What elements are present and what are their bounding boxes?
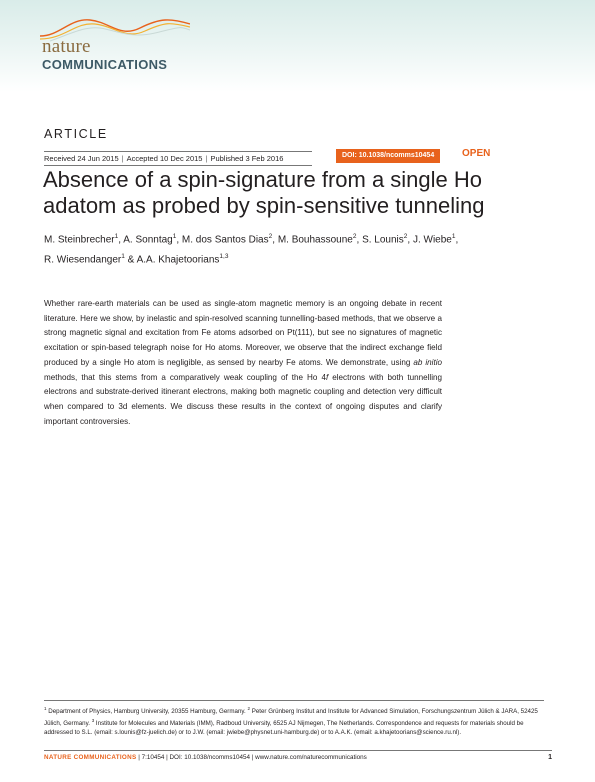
article-title: Absence of a spin-signature from a single Ho adatom as probed by spin-sensitive tunneling	[43, 167, 485, 218]
author[interactable]: R. Wiesendanger	[44, 254, 122, 266]
author[interactable]: J. Wiebe	[412, 234, 452, 246]
received-date: Received 24 Jun 2015	[44, 154, 119, 163]
author[interactable]: M. dos Santos Dias	[181, 234, 269, 246]
footer-journal-name: NATURE COMMUNICATIONS	[44, 754, 137, 761]
abstract: Whether rare-earth materials can be used as single-atom magnetic memory is an ongoing debate in recent literature. Here we show, by inelastic and spin-resolved scanning tunnelling-based methods, that we observe a strong magnetic signal and excitation from Fe atoms adsorbed on Pt(111), but see no signatures of magnetic excitation or spin-based telegraph noise for Ho atoms. Moreover, we observe that the indirect exchange field produced by a single Ho atom is negligible, as sensed by nearby Fe atoms. We demonstrate, using ab initio methods, that this stems from a comparatively weak coupling of the Ho 4f electrons with both tunnelling electrons and substrate-derived itinerant electrons, making both magnetic coupling and detection very difficult when compared to 3d elements. We discuss these results in the context of ongoing disputes and clarify important controversies.	[44, 299, 442, 426]
published-date: Published 3 Feb 2016	[210, 154, 284, 163]
open-access-label: OPEN	[462, 148, 491, 159]
accepted-date: Accepted 10 Dec 2015	[126, 154, 203, 163]
author[interactable]: M. Steinbrecher	[44, 234, 115, 246]
affiliations-footnote: $^1$ Department of Physics, Hamburg University, 20355 Hamburg, Germany. $^2$ Peter Grünberg Institut and Institute for Advanced Simulation, Forschungszentrum Jülich & JARA, 52425 Jülich, Germany. $^3$ Institute for Molecules and Materials (IMM), Radboud University, 6525 AJ Nijmegen, The Netherlands. Correspondence and requests for materials should be addressed to S.L. (email: s.lounis@fz-juelich.de) or to J.W. (email: jwiebe@physnet.uni-hamburg.de) or to A.A.K. (email: a.khajetoorians@science.ru.nl).	[44, 700, 544, 737]
footer-citation: | 7:10454 | DOI: 10.1038/ncomms10454 | www.nature.com/naturecommunications	[136, 754, 367, 761]
page-number: 1	[548, 754, 552, 761]
author[interactable]: S. Lounis	[362, 234, 404, 246]
page-footer	[44, 750, 552, 761]
author[interactable]: M. Bouhassoune	[277, 234, 353, 246]
journal-logo-communications[interactable]: COMMUNICATIONS	[42, 57, 168, 72]
publication-dates: Received 24 Jun 2015 | Accepted 10 Dec 2015 | Published 3 Feb 2016	[44, 151, 312, 166]
author-list: M. Steinbrecher$^1$, A. Sonntag$^1$, M. dos Santos Dias$^2$, M. Bouhassoune$^2$, S. Lounis$^2$, J. Wiebe$^1$, R. Wiesendanger$^1$ & A.A. Khajetoorians$^{1,3}$	[44, 233, 459, 266]
journal-logo-nature[interactable]: nature	[42, 36, 91, 57]
article-type-label: ARTICLE	[44, 127, 108, 141]
author[interactable]: A. Sonntag	[123, 234, 173, 246]
doi-badge[interactable]: DOI: 10.1038/ncomms10454	[336, 149, 440, 163]
author[interactable]: A.A. Khajetoorians	[136, 254, 220, 266]
